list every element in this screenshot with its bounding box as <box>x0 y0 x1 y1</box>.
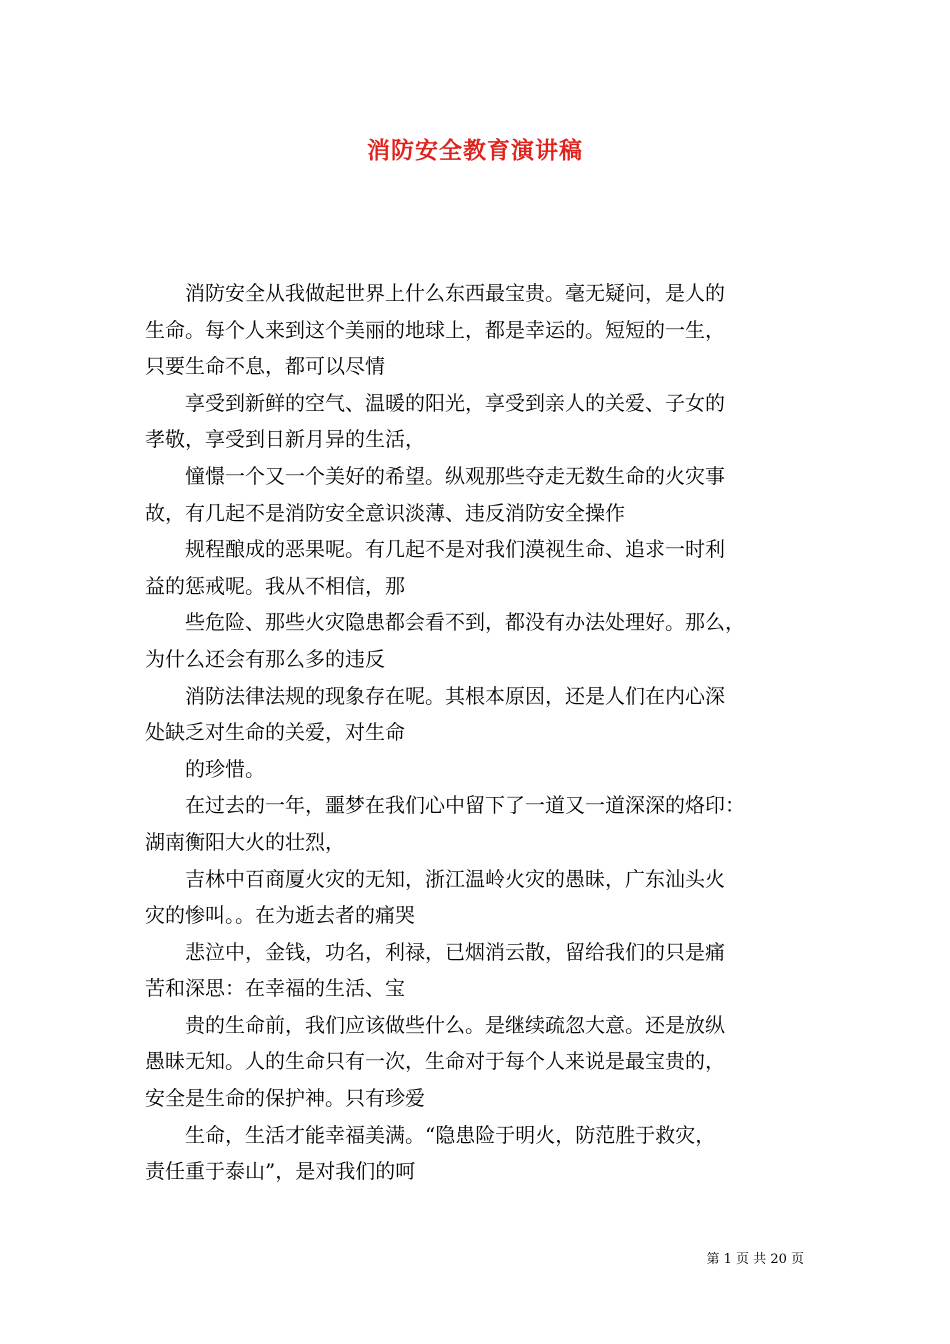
paragraph <box>145 751 825 788</box>
page-number: 第 1 页 共 20 页 <box>706 1252 804 1267</box>
text-line: 湖南衡阳大火的壮烈， <box>145 829 345 854</box>
text-line: 的珍惜。 <box>185 756 265 781</box>
text-line: 生命。每个人来到这个美丽的地球上，都是幸运的。短短的一生， <box>145 317 725 342</box>
paragraph <box>145 604 825 677</box>
text-line: 悲泣中，金钱，功名，利禄，已烟消云散，留给我们的只是痛 <box>185 939 725 964</box>
paragraph <box>145 787 825 860</box>
paragraph <box>145 861 825 934</box>
paragraph <box>145 275 825 385</box>
text-line: 安全是生命的保护神。只有珍爱 <box>145 1086 425 1111</box>
text-line: 责任重于泰山”，是对我们的呵 <box>145 1159 416 1184</box>
text-line: 为什么还会有那么多的违反 <box>145 646 385 671</box>
text-line: 苦和深思：在幸福的生活、宝 <box>145 976 405 1001</box>
paragraph <box>145 678 825 751</box>
paragraph <box>145 1117 825 1190</box>
document-body <box>145 275 825 1190</box>
text-line: 故，有几起不是消防安全意识淡薄、违反消防安全操作 <box>145 500 625 525</box>
text-line: 灾的惨叫。。在为逝去者的痛哭 <box>145 903 415 928</box>
paragraph <box>145 1007 825 1117</box>
document-title: 消防安全教育演讲稿 <box>367 137 583 164</box>
paragraph <box>145 385 825 458</box>
paragraph <box>145 531 825 604</box>
text-line: 些危险、那些火灾隐患都会看不到，都没有办法处理好。那么， <box>185 610 745 635</box>
text-line: 处缺乏对生命的关爱，对生命 <box>145 720 405 745</box>
text-line: 消防法律法规的现象存在呢。其根本原因，还是人们在内心深 <box>185 683 725 708</box>
text-line: 享受到新鲜的空气、温暖的阳光，享受到亲人的关爱、子女的 <box>185 390 725 415</box>
paragraph <box>145 458 825 531</box>
text-line: 贵的生命前，我们应该做些什么。是继续疏忽大意。还是放纵 <box>185 1012 725 1037</box>
text-line: 吉林中百商厦火灾的无知，浙江温岭火灾的愚昧，广东汕头火 <box>185 866 725 891</box>
text-line: 愚昧无知。人的生命只有一次，生命对于每个人来说是最宝贵的， <box>145 1049 725 1074</box>
paragraph <box>145 934 825 1007</box>
text-line: 生命，生活才能幸福美满。“隐患险于明火，防范胜于救灾， <box>185 1122 716 1147</box>
text-line: 在过去的一年，噩梦在我们心中留下了一道又一道深深的烙印： <box>185 793 745 818</box>
text-line: 孝敬，享受到日新月异的生活， <box>145 427 425 452</box>
text-line: 益的惩戒呢。我从不相信，那 <box>145 573 405 598</box>
text-line: 消防安全从我做起世界上什么东西最宝贵。毫无疑问，是人的 <box>185 281 725 305</box>
text-line: 憧憬一个又一个美好的希望。纵观那些夺走无数生命的火灾事 <box>185 463 725 488</box>
text-line: 规程酿成的恶果呢。有几起不是对我们漠视生命、追求一时利 <box>185 537 725 562</box>
text-line: 只要生命不息，都可以尽情 <box>145 354 385 379</box>
